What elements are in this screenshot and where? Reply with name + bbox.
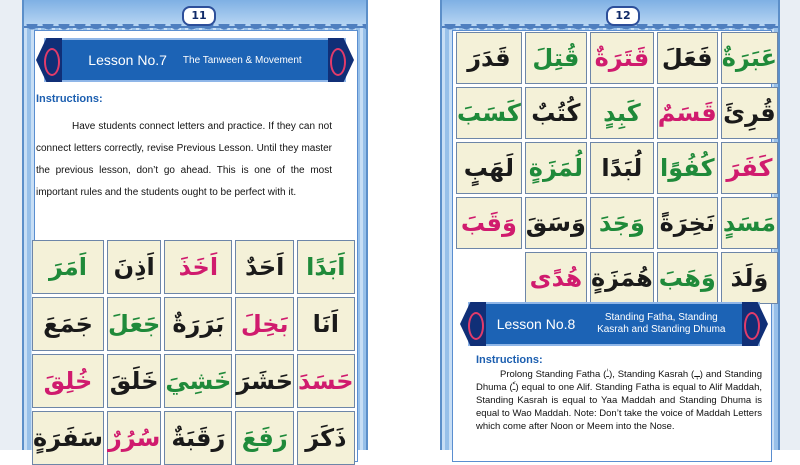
word-cell: سَفَرَةٍ [32,411,104,465]
lesson-banner [468,302,760,346]
lesson-subtitle: The Tanween & Movement [182,54,302,66]
left-page [22,0,368,450]
word-cell: كُفُوًا [657,142,718,194]
right-page [440,0,780,450]
word-cell: هُمَزَةٍ [590,252,654,304]
word-cell: اَخَذَ [164,240,232,294]
word-cell: بَخِلَ [235,297,294,351]
lesson-title: Lesson No.8 [496,316,576,332]
page-gutter-right [780,0,800,450]
word-cell: هُدًى [525,252,587,304]
word-cell: وَسَقَ [525,197,587,249]
word-cell: لُمَزَةٍ [525,142,587,194]
word-cell: خَلَقَ [107,354,161,408]
word-cell: رَفَعَ [235,411,294,465]
word-cell: اَمَرَ [32,240,104,294]
word-cell: قُرِئَ [721,87,778,139]
banner-ornament-right [744,312,760,340]
instructions-text: Have students connect letters and practice. If they can not connect letters correctly, revise Previous Lesson. Until they master the previous lesson, don’t go ahead. This is one of the most important rules and the students ought to be perfect with it. [36,121,332,198]
word-cell: نَخِرَةً [657,197,718,249]
lesson-banner [44,38,346,82]
page-number: 12 [606,6,640,26]
word-cell: قَتَرَةٌ [590,32,654,84]
word-cell: اَحَدٌ [235,240,294,294]
word-cell: حَسَدَ [297,354,355,408]
word-cell: خَشِيَ [164,354,232,408]
lesson-subtitle: Standing Fatha, Standing Kasrah and Standing Dhuma [597,312,726,335]
word-cell: ذَكَرَ [297,411,355,465]
word-cell: حَشَرَ [235,354,294,408]
word-cell: كُتُبٌ [525,87,587,139]
word-cell: جَمَعَ [32,297,104,351]
page-number: 11 [182,6,216,26]
page-gutter-left [0,0,22,450]
lesson-title: Lesson No.7 [88,52,167,68]
word-cell: رَقَبَةٌ [164,411,232,465]
banner-ornament-left [468,312,484,340]
word-cell: جَعَلَ [107,297,161,351]
word-grid [32,240,354,465]
word-cell: اَبَدًا [297,240,355,294]
word-cell: خُلِقَ [32,354,104,408]
word-cell: وَجَدَ [590,197,654,249]
word-cell: لُبَدًا [590,142,654,194]
word-cell: اَذِنَ [107,240,161,294]
word-cell: كَسَبَ [456,87,522,139]
word-cell: كَفَرَ [721,142,778,194]
instructions-text: Prolong Standing Fatha (ـٰ), Standing Kasrah (ـٖ) and Standing Dhuma (ـٗ) equal to one Alif. Standing Fatha is equal to Alif Maddah, Standing Kasrah is equal to Yaa Maddah and Standing Dhuma is equal to Wao Maddah. Note: Don’t take the voice of Maddah Letters which come after Noon or Meem into the Nose. [476,369,763,432]
banner-ornament-left [44,48,60,76]
word-cell: فَعَلَ [657,32,718,84]
word-cell: كَبِدٍ [590,87,654,139]
word-cell: مَسَدٍ [721,197,778,249]
word-cell: بَرَرَةٌ [164,297,232,351]
word-cell: وَلَدَ [721,252,778,304]
banner-ornament-right [330,48,346,76]
page-gutter-middle [368,0,440,450]
word-cell: قَدَرَ [456,32,522,84]
instructions-heading: Instructions: [476,354,543,366]
word-cell: قُتِلَ [525,32,587,84]
word-cell: لَهَبٍ [456,142,522,194]
word-cell: اَنَا [297,297,355,351]
word-cell: عَبَرَةٌ [721,32,778,84]
word-cell: وَقَبَ [456,197,522,249]
instructions-heading: Instructions: [36,93,103,105]
word-cell: وَهَبَ [657,252,718,304]
word-cell: سُرُرٌ [107,411,161,465]
word-grid [456,32,778,304]
word-cell: قَسَمٌ [657,87,718,139]
